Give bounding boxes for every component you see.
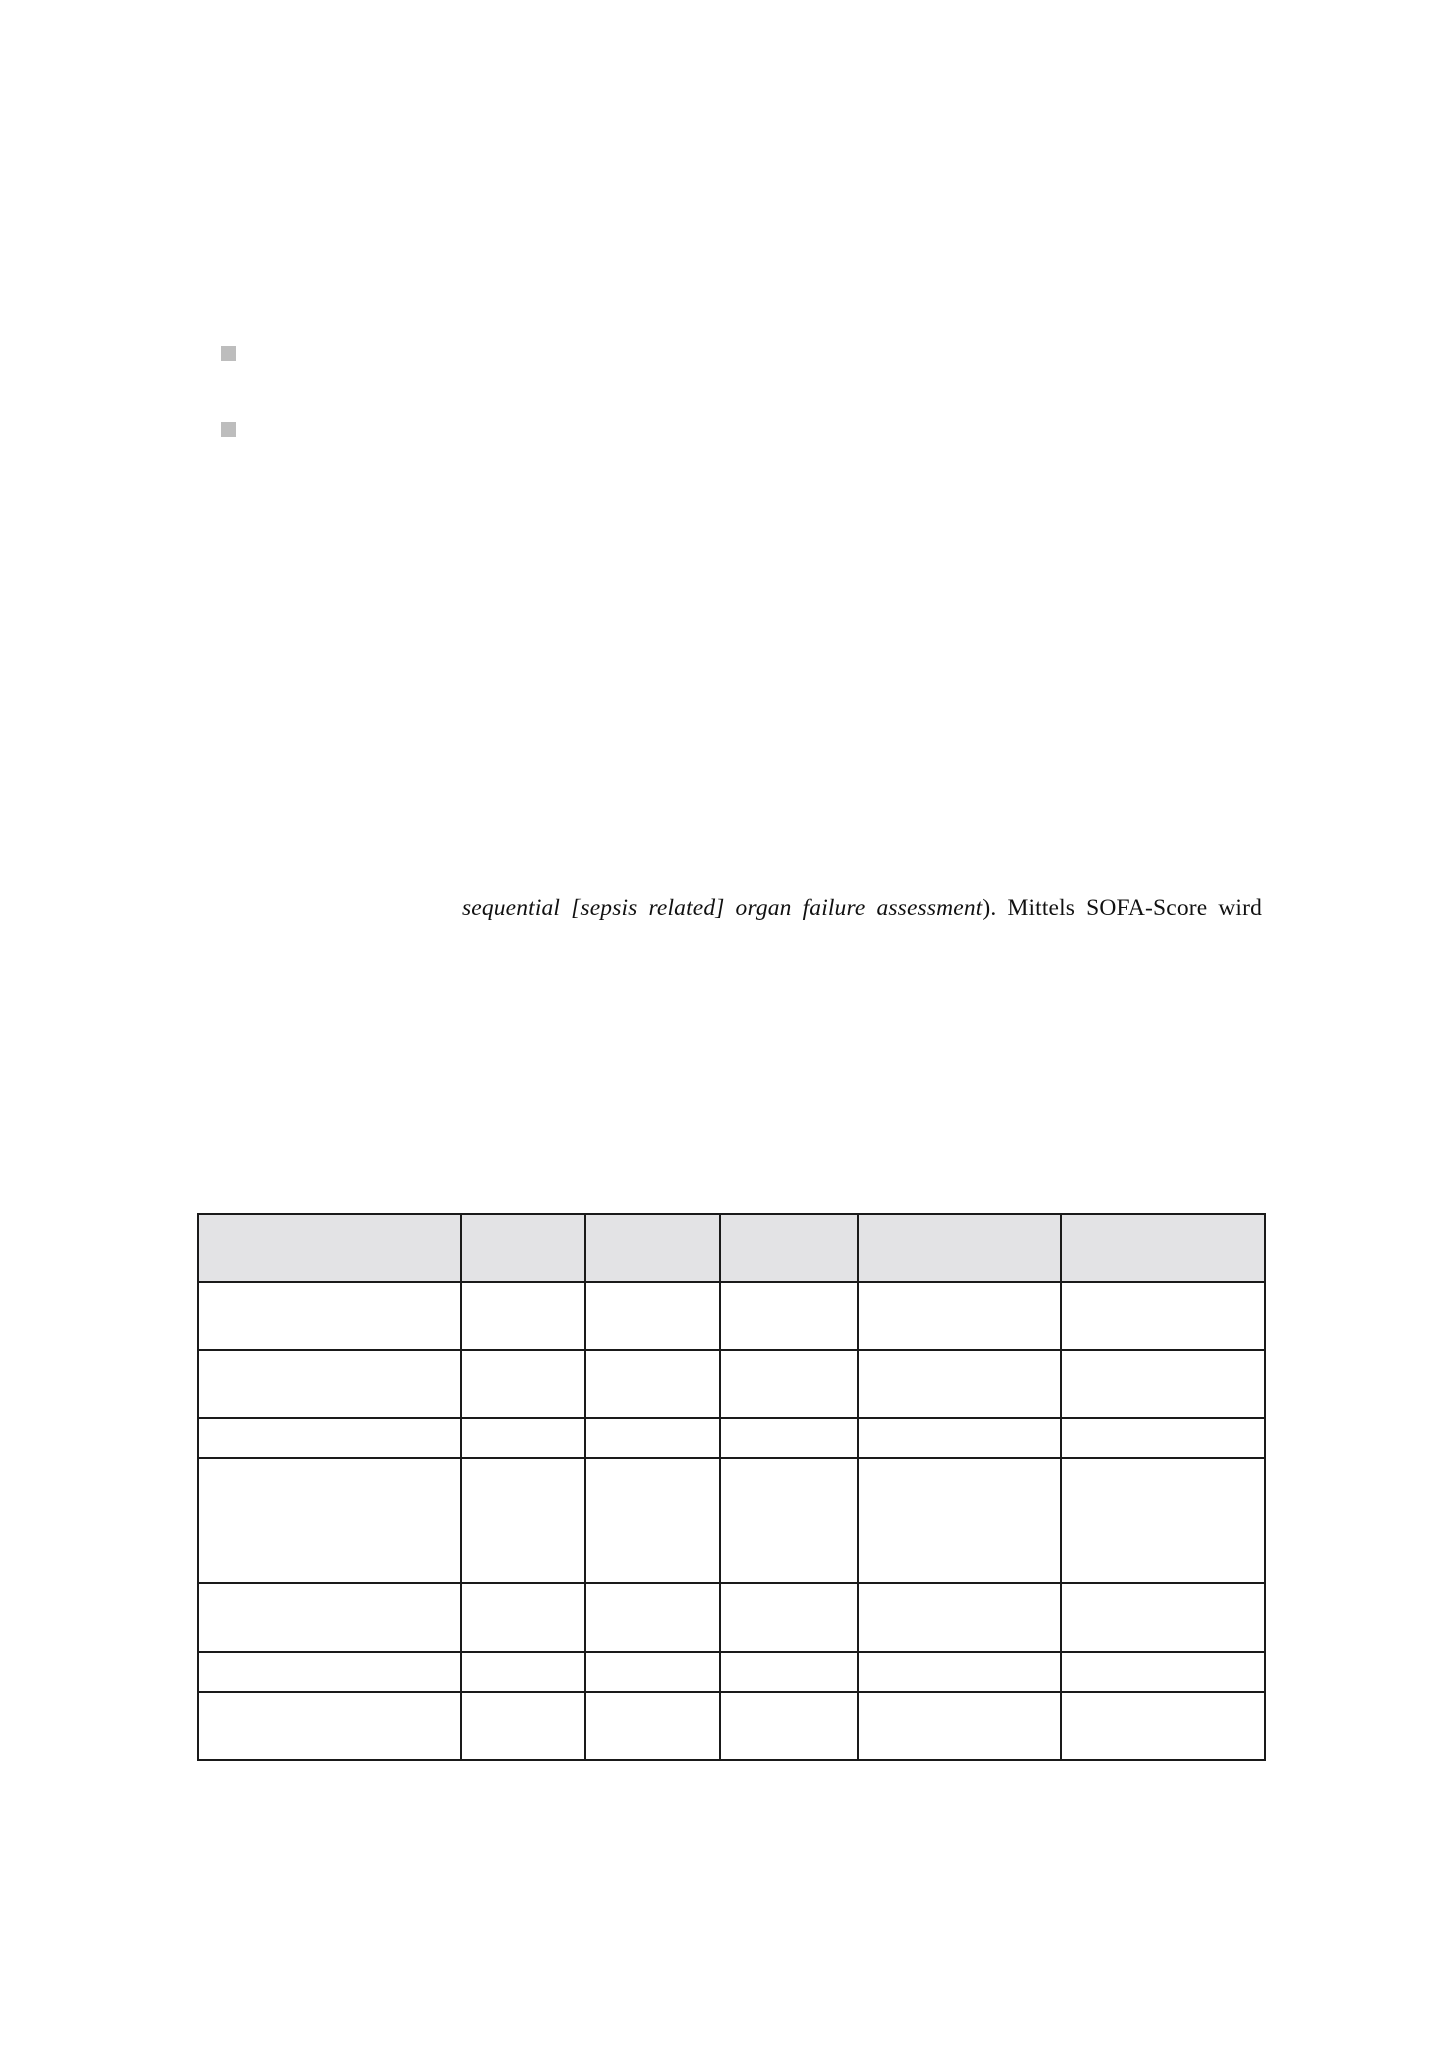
bullet-marker	[221, 346, 236, 361]
sofa-table-container	[197, 1213, 1264, 1761]
table-cell	[198, 1583, 461, 1652]
table-row	[198, 1583, 1265, 1652]
table-cell	[585, 1652, 720, 1692]
table-cell	[198, 1350, 461, 1418]
table-cell	[1061, 1282, 1265, 1350]
table-cell	[461, 1692, 585, 1760]
table-cell	[1061, 1652, 1265, 1692]
header-cell	[858, 1214, 1061, 1282]
paragraph-italic-text: sequential [sepsis related] organ failure assessment	[462, 895, 983, 921]
table-row	[198, 1350, 1265, 1418]
header-cell	[720, 1214, 858, 1282]
table-cell	[585, 1583, 720, 1652]
table-cell	[461, 1652, 585, 1692]
bullet-marker	[221, 422, 236, 437]
table-cell	[858, 1583, 1061, 1652]
table-cell	[198, 1282, 461, 1350]
table-row	[198, 1458, 1265, 1583]
table-cell	[585, 1418, 720, 1458]
sofa-score-table	[197, 1213, 1266, 1761]
header-cell	[585, 1214, 720, 1282]
table-cell	[585, 1692, 720, 1760]
table-cell	[585, 1350, 720, 1418]
header-cell	[198, 1214, 461, 1282]
table-cell	[858, 1458, 1061, 1583]
table-cell	[461, 1418, 585, 1458]
table-cell	[461, 1458, 585, 1583]
table-cell	[858, 1350, 1061, 1418]
table-cell	[461, 1583, 585, 1652]
table-cell	[720, 1583, 858, 1652]
table-cell	[720, 1350, 858, 1418]
table-header-row	[198, 1214, 1265, 1282]
table-cell	[1061, 1692, 1265, 1760]
table-cell	[198, 1458, 461, 1583]
paragraph-line	[462, 893, 1262, 923]
table-cell	[720, 1282, 858, 1350]
table-cell	[461, 1350, 585, 1418]
table-cell	[585, 1458, 720, 1583]
header-cell	[461, 1214, 585, 1282]
table-cell	[461, 1282, 585, 1350]
table-row	[198, 1282, 1265, 1350]
table-cell	[720, 1652, 858, 1692]
table-cell	[720, 1692, 858, 1760]
table-row	[198, 1418, 1265, 1458]
table-cell	[585, 1282, 720, 1350]
table-cell	[720, 1418, 858, 1458]
table-cell	[198, 1652, 461, 1692]
paragraph-regular-text: ). Mittels SOFA-Score wird	[982, 895, 1262, 921]
table-cell	[720, 1458, 858, 1583]
table-cell	[198, 1692, 461, 1760]
table-cell	[1061, 1583, 1265, 1652]
table-cell	[1061, 1458, 1265, 1583]
header-cell	[1061, 1214, 1265, 1282]
table-row	[198, 1652, 1265, 1692]
table-cell	[858, 1692, 1061, 1760]
table-cell	[858, 1652, 1061, 1692]
table-cell	[1061, 1350, 1265, 1418]
table-cell	[198, 1418, 461, 1458]
table-cell	[1061, 1418, 1265, 1458]
table-cell	[858, 1282, 1061, 1350]
table-row	[198, 1692, 1265, 1760]
table-cell	[858, 1418, 1061, 1458]
